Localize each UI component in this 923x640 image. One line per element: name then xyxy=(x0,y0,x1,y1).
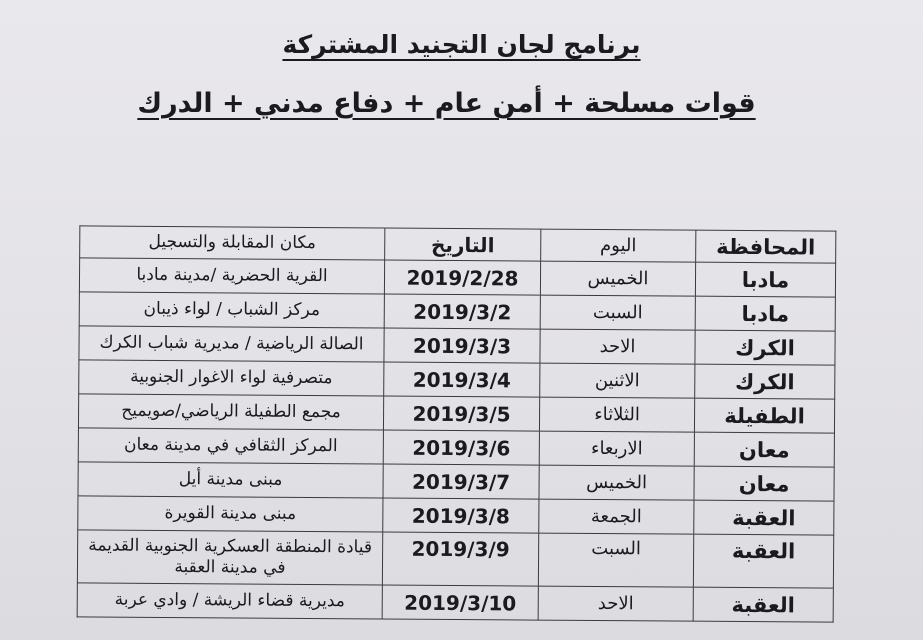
governorate-cell: الكرك xyxy=(695,364,835,399)
date-cell: 2019/2/28 xyxy=(384,260,540,295)
table-row xyxy=(78,462,834,501)
header-day: اليوم xyxy=(541,229,696,262)
date-cell: 2019/3/4 xyxy=(384,362,540,397)
day-cell: الثلاثاء xyxy=(539,397,694,432)
table-row xyxy=(79,326,835,365)
table-row xyxy=(78,496,834,535)
place-cell: الصالة الرياضية / مديرية شباب الكرك xyxy=(79,326,384,362)
page-title: برنامج لجان التجنيد المشتركة xyxy=(282,30,641,59)
header-date: التاريخ xyxy=(385,228,541,261)
governorate-cell: الطفيلة xyxy=(694,398,834,433)
table-row xyxy=(77,530,833,588)
date-cell: 2019/3/9 xyxy=(382,532,538,586)
governorate-cell: معان xyxy=(694,466,834,501)
place-cell: متصرفية لواء الاغوار الجنوبية xyxy=(79,360,384,396)
date-cell: 2019/3/2 xyxy=(384,294,540,329)
header-governorate: المحافظة xyxy=(696,230,836,263)
table-row xyxy=(78,394,834,433)
place-cell: المركز الثقافي في مدينة معان xyxy=(78,428,383,464)
schedule-table xyxy=(77,225,837,622)
governorate-cell: مادبا xyxy=(695,296,835,331)
table-row xyxy=(77,583,833,622)
table-row xyxy=(79,258,835,297)
place-cell: مديرية قضاء الريشة / وادي عربة xyxy=(77,583,382,619)
date-cell: 2019/3/10 xyxy=(382,585,538,620)
place-cell: مبنى مدينة أيل xyxy=(78,462,383,498)
date-cell: 2019/3/6 xyxy=(383,430,539,465)
date-cell: 2019/3/7 xyxy=(383,464,539,499)
table-row xyxy=(78,428,834,467)
header-place: مكان المقابلة والتسجيل xyxy=(80,226,385,260)
governorate-cell: مادبا xyxy=(695,262,835,297)
day-cell: الجمعة xyxy=(539,499,694,534)
date-cell: 2019/3/3 xyxy=(384,328,540,363)
day-cell: الاثنين xyxy=(540,363,695,398)
day-cell: السبت xyxy=(540,295,695,330)
table-row xyxy=(79,360,835,399)
place-cell: القرية الحضرية /مدينة مادبا xyxy=(79,258,384,294)
place-cell: قيادة المنطقة العسكرية الجنوبية القديمة في مدينة العقبة xyxy=(77,530,382,585)
governorate-cell: الكرك xyxy=(695,330,835,365)
place-cell: مبنى مدينة القويرة xyxy=(78,496,383,532)
governorate-cell: العقبة xyxy=(693,534,833,588)
day-cell: الاحد xyxy=(540,329,695,364)
governorate-cell: العقبة xyxy=(694,500,834,535)
day-cell: الاربعاء xyxy=(539,431,694,466)
table-row xyxy=(79,292,835,331)
day-cell: الخميس xyxy=(539,465,694,500)
place-cell: مركز الشباب / لواء ذيبان xyxy=(79,292,384,328)
governorate-cell: معان xyxy=(694,432,834,467)
date-cell: 2019/3/5 xyxy=(383,396,539,431)
day-cell: السبت xyxy=(538,533,693,587)
place-cell: مجمع الطفيلة الرياضي/صويميح xyxy=(78,394,383,430)
date-cell: 2019/3/8 xyxy=(383,498,539,533)
governorate-cell: العقبة xyxy=(693,587,833,622)
page-subtitle: قوات مسلحة + أمن عام + دفاع مدني + الدرك xyxy=(137,88,756,119)
day-cell: الخميس xyxy=(540,261,695,296)
table-header-row xyxy=(80,226,836,263)
day-cell: الاحد xyxy=(538,586,693,621)
